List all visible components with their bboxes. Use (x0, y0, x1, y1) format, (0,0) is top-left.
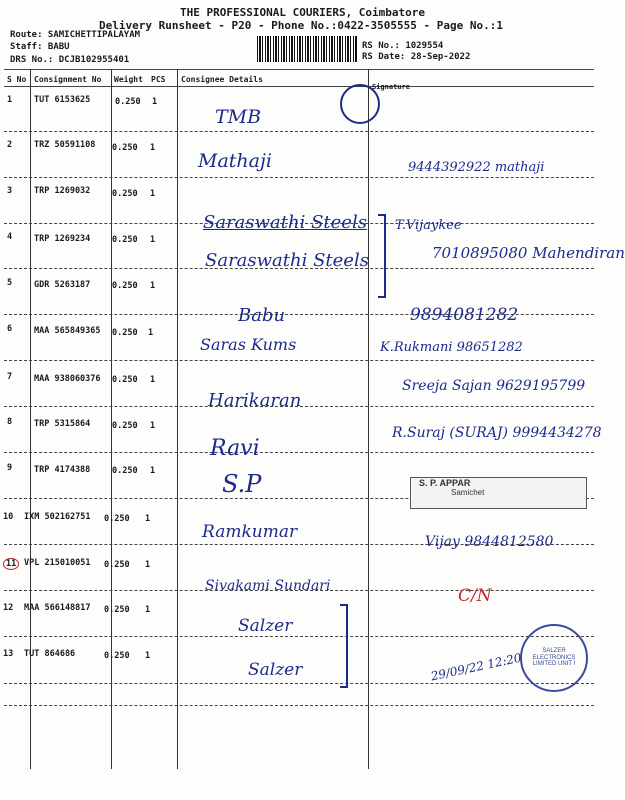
salzer-stamp (520, 624, 588, 692)
row-weight: 0.250 (104, 514, 130, 524)
row-consignment: TRP 1269032 (34, 186, 91, 196)
row-consignment: MAA 565849365 (34, 326, 101, 336)
row-pcs: 1 (145, 560, 151, 570)
row-weight: 0.250 (104, 560, 130, 570)
circular-seal (340, 84, 380, 124)
header-top-rule (4, 69, 594, 70)
row-pcs: 1 (150, 143, 156, 153)
row-sno: 6 (7, 324, 13, 334)
row-sno: 9 (7, 463, 13, 473)
row-pcs: 1 (145, 605, 151, 615)
row-consignment: GDR 5263187 (34, 280, 91, 290)
barcode (257, 36, 357, 62)
row-sno: 4 (7, 232, 13, 242)
consignee-name: TMB (215, 106, 262, 128)
signature-entry: 9894081282 (410, 305, 519, 325)
col-header-sno: S No (7, 75, 27, 84)
row-weight: 0.250 (104, 651, 130, 661)
row-consignment: MAA 566148817 (24, 603, 91, 613)
col-header-pcs: PCS (151, 75, 166, 84)
row-consignment: TRP 1269234 (34, 234, 91, 244)
signature-entry: 9444392922 mathaji (408, 160, 545, 175)
consignee-name: Saraswathi Steels (205, 250, 369, 271)
row-sno: 10 (3, 512, 14, 522)
row-pcs: 1 (150, 281, 156, 291)
route-label: Route: SAMICHETTIPALAYAM (10, 30, 141, 40)
row-sno: 1 (7, 95, 13, 105)
row-consignment: TUT 864686 (24, 649, 76, 659)
salzer-stamp-text: SALZER ELECTRONICS LIMITED UNIT I (532, 648, 576, 668)
header-bottom-rule (4, 86, 594, 87)
row-separator (4, 705, 594, 706)
row-sno: 7 (7, 372, 13, 382)
sp-stamp (410, 477, 587, 509)
row-weight: 0.250 (112, 235, 138, 245)
row-weight: 0.250 (115, 97, 141, 107)
row-weight: 0.250 (112, 328, 138, 338)
row-consignment: TRZ 50591108 (34, 140, 96, 150)
signature-entry: R.Suraj (SURAJ) 9994434278 (392, 425, 602, 441)
consignee-name: Saraswathi Steels (203, 212, 367, 233)
row-pcs: 1 (150, 189, 156, 199)
row-sno: 5 (7, 278, 13, 288)
row-separator (4, 683, 594, 684)
signature-entry: 29/09/22 12:20 (429, 650, 523, 684)
row-weight: 0.250 (104, 605, 130, 615)
signature-entry: K.Rukmani 98651282 (380, 340, 523, 355)
consignee-name: Mathaji (198, 150, 272, 172)
row-weight: 0.250 (112, 189, 138, 199)
row-sno: 2 (7, 140, 13, 150)
row-sno: 8 (7, 417, 13, 427)
row-consignment: MAA 938060376 (34, 374, 101, 384)
drs-number: DRS No.: DCJB102955401 (10, 55, 130, 65)
signature-entry: C/N (458, 586, 492, 606)
row-pcs: 1 (150, 421, 156, 431)
row-separator (4, 636, 594, 637)
sp-stamp-line2: Samichet (451, 488, 485, 497)
row-sno: 13 (3, 649, 14, 659)
staff-label: Staff: BABU (10, 42, 70, 52)
ink-bracket (340, 604, 348, 688)
company-title: THE PROFESSIONAL COURIERS, Coimbatore (180, 6, 426, 19)
signature-entry: 7010895080 Mahendiran (432, 244, 625, 262)
row-pcs: 1 (150, 375, 156, 385)
consignee-name: S.P (222, 470, 262, 498)
col-divider (111, 69, 112, 769)
consignee-name: Harikaran (208, 390, 302, 411)
row-pcs: 1 (145, 514, 151, 524)
row-consignment: TUT 6153625 (34, 95, 91, 105)
consignee-name: Sivakami Sundari (205, 578, 331, 594)
row-pcs: 1 (152, 97, 158, 107)
consignee-name: Ramkumar (202, 522, 298, 542)
row-separator (4, 177, 594, 178)
row-consignment: TRP 5315864 (34, 419, 91, 429)
row-consignment: VPL 215010051 (24, 558, 91, 568)
row-sno: 3 (7, 186, 13, 196)
row-weight: 0.250 (112, 143, 138, 153)
runsheet-title: Delivery Runsheet - P20 - Phone No.:0422-3505555 - Page No.:1 (99, 19, 503, 32)
row-pcs: 1 (150, 235, 156, 245)
row-sno: 11 (3, 558, 19, 570)
rs-number: RS No.: 1029554 (362, 41, 444, 51)
ink-bracket (378, 214, 386, 298)
row-separator (4, 360, 594, 361)
row-weight: 0.250 (112, 421, 138, 431)
consignee-name: Babu (238, 305, 286, 326)
consignee-name: Salzer (248, 660, 303, 680)
signature-entry: Sreeja Sajan 9629195799 (402, 378, 586, 394)
col-divider (368, 69, 369, 769)
row-sno: 12 (3, 603, 14, 613)
rs-date: RS Date: 28-Sep-2022 (362, 52, 471, 62)
col-header-weight: Weight (114, 75, 143, 84)
row-weight: 0.250 (112, 281, 138, 291)
col-divider (177, 69, 178, 769)
row-pcs: 1 (148, 328, 154, 338)
consignee-name: Salzer (238, 616, 293, 636)
row-separator (4, 131, 594, 132)
row-pcs: 1 (150, 466, 156, 476)
row-weight: 0.250 (112, 375, 138, 385)
consignee-name: Saras Kums (200, 335, 297, 354)
row-weight: 0.250 (112, 466, 138, 476)
consignee-name: Ravi (210, 436, 260, 461)
col-header-signature: Signature (372, 83, 410, 91)
sp-stamp-line1: S. P. APPAR (419, 478, 471, 488)
col-divider (30, 69, 31, 769)
row-pcs: 1 (145, 651, 151, 661)
col-header-consignment: Consignment No (34, 75, 102, 84)
row-consignment: TRP 4174388 (34, 465, 91, 475)
row-consignment: IXM 502162751 (24, 512, 91, 522)
row-separator (4, 452, 594, 453)
col-header-consignee: Consignee Details (181, 75, 263, 84)
signature-entry: T.Vijaykee (395, 218, 462, 233)
signature-entry: Vijay 9844812580 (425, 534, 554, 550)
